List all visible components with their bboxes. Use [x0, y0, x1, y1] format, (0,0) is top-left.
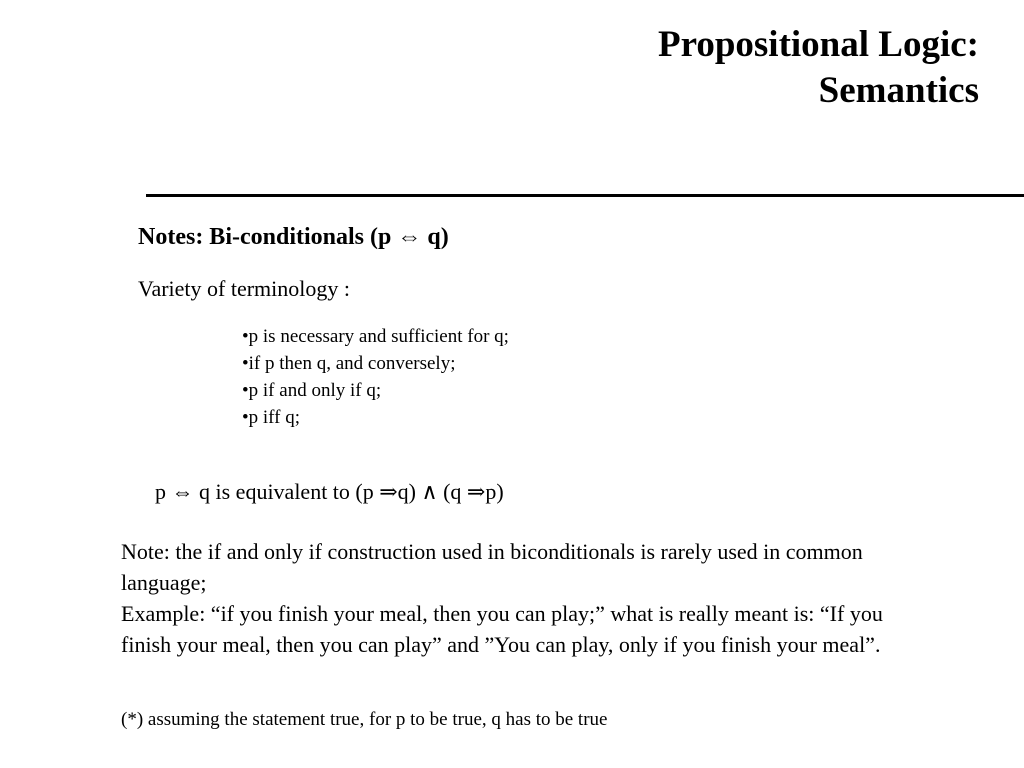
list-item: •p iff q;	[242, 407, 301, 428]
equivalence-statement: p ⇔ q is equivalent to (p ⇒q) ∧ (q ⇒p)	[155, 479, 504, 504]
terminology-intro: Variety of terminology :	[138, 276, 351, 301]
example-text: Example: “if you finish your meal, then you can play;” what is really meant is: “If you finish your meal, then you can play” and ”You can play, only if you finish your meal”.	[121, 601, 883, 657]
terminology-list	[242, 323, 509, 431]
list-item: •if p then q, and conversely;	[242, 353, 456, 374]
section-heading: Notes: Bi-conditionals (p ⇔ q)	[138, 224, 449, 250]
list-item: •p is necessary and sufficient for q;	[242, 326, 509, 347]
title-divider	[146, 194, 1024, 197]
note-block	[121, 536, 921, 660]
slide-title-line-1: Propositional Logic:	[657, 24, 979, 65]
note-text: Note: the if and only if construction used in biconditionals is rarely used in common language;	[121, 539, 863, 595]
footnote: (*) assuming the statement true, for p to be true, q has to be true	[121, 709, 608, 730]
list-item: •p if and only if q;	[242, 380, 382, 401]
slide-title-line-2: Semantics	[818, 70, 979, 111]
slide-title	[658, 22, 979, 114]
